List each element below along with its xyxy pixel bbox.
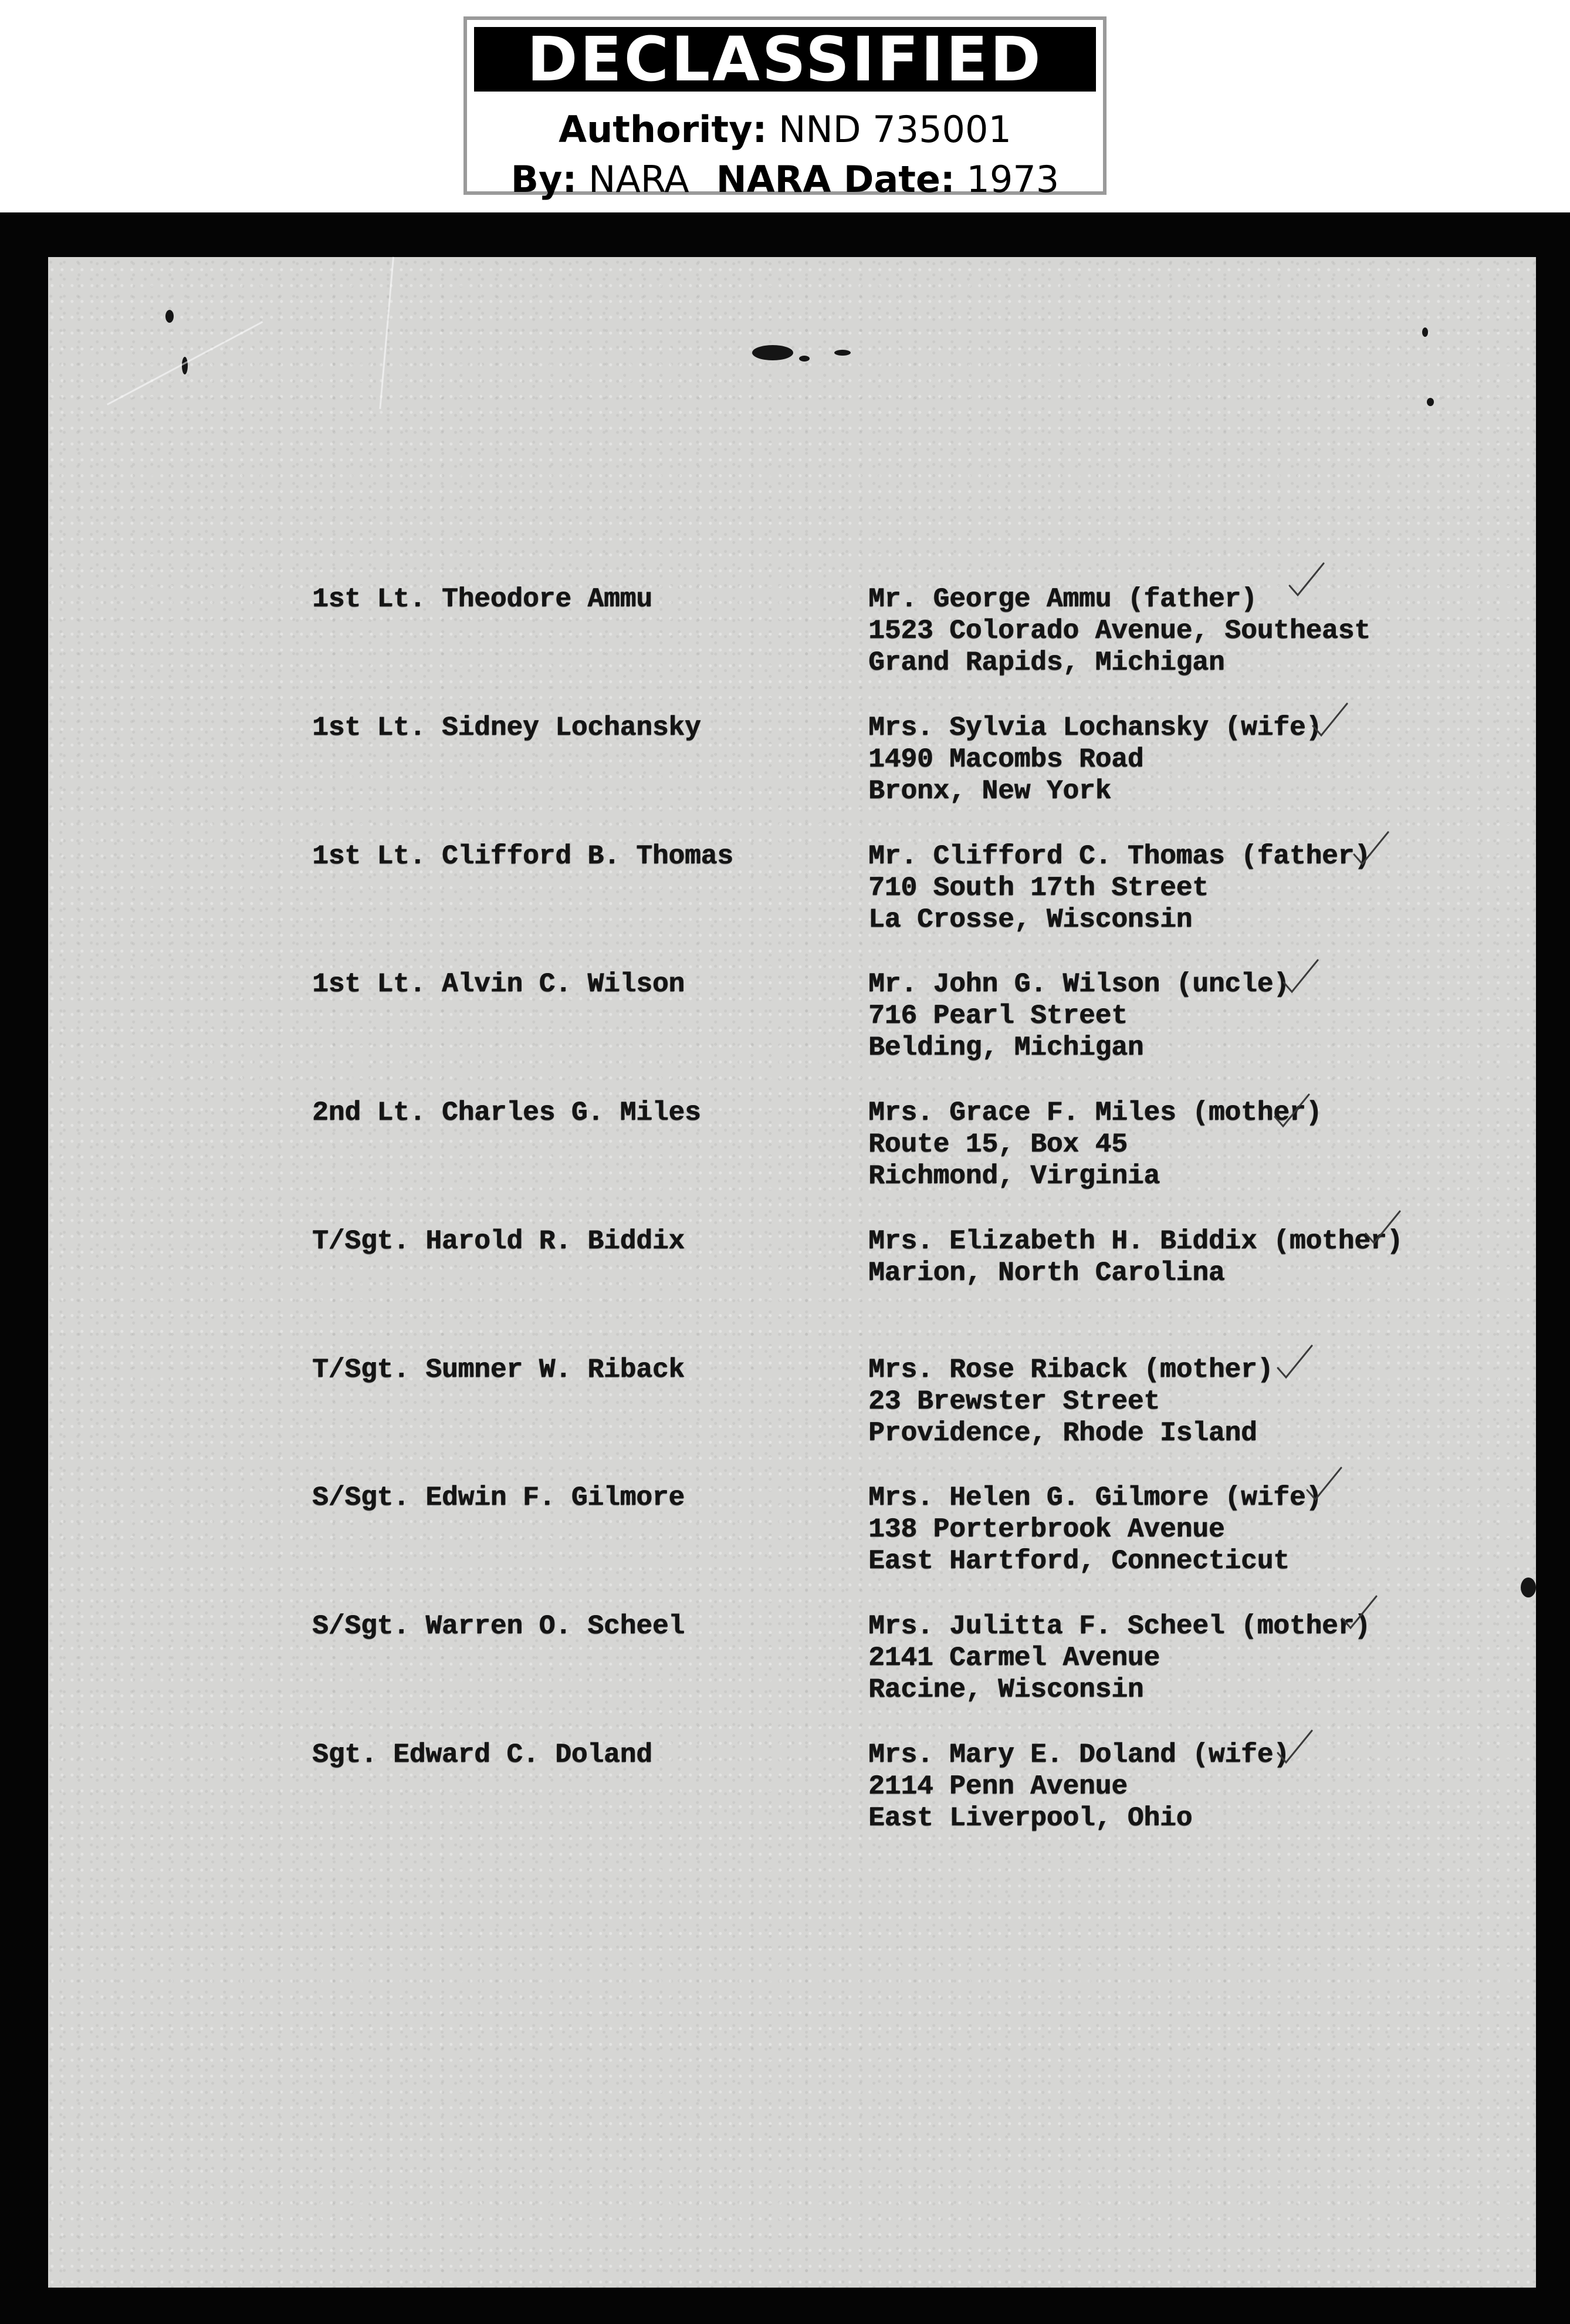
contact-line: Richmond, Virginia — [868, 1161, 1160, 1191]
contact-line: Grand Rapids, Michigan — [868, 647, 1225, 678]
contact-line: 138 Porterbrook Avenue — [868, 1514, 1225, 1545]
contact-line: 1490 Macombs Road — [868, 744, 1144, 775]
stamp-authority-value: NND 735001 — [779, 108, 1011, 151]
scan-scratch — [107, 321, 263, 405]
contact-line: 716 Pearl Street — [868, 1001, 1128, 1031]
stamp-date-value: 1973 — [966, 158, 1060, 201]
contact-line: Racine, Wisconsin — [868, 1674, 1144, 1705]
next-of-kin — [868, 583, 1484, 678]
contact-line: 23 Brewster Street — [868, 1386, 1160, 1417]
stamp-title: DECLASSIFIED — [474, 27, 1096, 92]
typed-page — [48, 257, 1536, 2288]
contact-line: Providence, Rhode Island — [868, 1418, 1257, 1448]
ink-speck — [752, 345, 793, 360]
ink-speck — [1521, 1578, 1536, 1597]
contact-line: Mr. Clifford C. Thomas (father) — [868, 841, 1371, 872]
contact-line: Mrs. Sylvia Lochansky (wife) — [868, 712, 1322, 743]
stamp-authority-label: Authority: — [559, 108, 767, 151]
scan-scratch — [379, 257, 394, 409]
ink-speck — [165, 310, 174, 323]
contact-line: Mrs. Rose Riback (mother) — [868, 1354, 1274, 1385]
contact-line: 710 South 17th Street — [868, 873, 1209, 903]
stamp-by-label: By: — [510, 158, 577, 201]
serviceman-name: 1st Lt. Sidney Lochansky — [312, 712, 701, 743]
next-of-kin — [868, 1739, 1484, 1834]
check-mark-icon — [1339, 1593, 1380, 1634]
declassified-stamp — [463, 16, 1107, 201]
serviceman-name: Sgt. Edward C. Doland — [312, 1739, 652, 1770]
next-of-kin — [868, 1610, 1484, 1705]
contact-line: Mrs. Julitta F. Scheel (mother) — [868, 1611, 1371, 1641]
ink-speck — [1422, 327, 1428, 337]
contact-line: Route 15, Box 45 — [868, 1129, 1128, 1160]
next-of-kin — [868, 1097, 1484, 1192]
contact-line: Bronx, New York — [868, 776, 1112, 806]
contact-line: Mrs. Grace F. Miles (mother) — [868, 1097, 1322, 1128]
contact-line: Mr. George Ammu (father) — [868, 584, 1257, 614]
serviceman-name: 1st Lt. Theodore Ammu — [312, 584, 652, 614]
serviceman-name: 2nd Lt. Charles G. Miles — [312, 1097, 701, 1128]
ink-speck — [1427, 398, 1434, 406]
stamp-by-value: NARA — [588, 158, 689, 201]
contact-line: Mrs. Elizabeth H. Biddix (mother) — [868, 1226, 1403, 1256]
serviceman-name: 1st Lt. Clifford B. Thomas — [312, 841, 733, 872]
ink-speck — [182, 357, 188, 374]
check-mark-icon — [1304, 1464, 1345, 1505]
contact-line: Belding, Michigan — [868, 1032, 1144, 1063]
scan-frame — [0, 212, 1570, 2324]
stamp-by-line — [467, 159, 1103, 200]
check-mark-icon — [1286, 560, 1327, 601]
next-of-kin — [868, 840, 1484, 935]
contact-line: 1523 Colorado Avenue, Southeast — [868, 616, 1371, 646]
contact-line: 2141 Carmel Avenue — [868, 1643, 1160, 1673]
stamp-authority-line — [467, 109, 1103, 150]
contact-line: La Crosse, Wisconsin — [868, 904, 1193, 935]
serviceman-name: 1st Lt. Alvin C. Wilson — [312, 969, 685, 999]
check-mark-icon — [1351, 829, 1392, 870]
contact-line: Mrs. Helen G. Gilmore (wife) — [868, 1482, 1322, 1513]
contact-line: East Liverpool, Ohio — [868, 1803, 1193, 1833]
contact-line: Marion, North Carolina — [868, 1258, 1225, 1288]
check-mark-icon — [1274, 1727, 1315, 1768]
serviceman-name: T/Sgt. Harold R. Biddix — [312, 1226, 685, 1256]
next-of-kin — [868, 968, 1484, 1063]
contact-line: 2114 Penn Avenue — [868, 1771, 1128, 1802]
next-of-kin — [868, 712, 1484, 807]
ink-speck — [834, 350, 851, 356]
serviceman-name: T/Sgt. Sumner W. Riback — [312, 1354, 685, 1385]
next-of-kin — [868, 1482, 1484, 1577]
contact-line: Mrs. Mary E. Doland (wife) — [868, 1739, 1290, 1770]
serviceman-name: S/Sgt. Edwin F. Gilmore — [312, 1482, 685, 1513]
serviceman-name: S/Sgt. Warren O. Scheel — [312, 1611, 685, 1641]
check-mark-icon — [1362, 1208, 1403, 1249]
stamp-date-label: NARA Date: — [716, 158, 955, 201]
check-mark-icon — [1310, 700, 1351, 741]
contact-line: East Hartford, Connecticut — [868, 1546, 1290, 1576]
next-of-kin — [868, 1354, 1484, 1449]
contact-line: Mr. John G. Wilson (uncle) — [868, 969, 1290, 999]
check-mark-icon — [1274, 1342, 1315, 1383]
check-mark-icon — [1271, 1091, 1312, 1132]
check-mark-icon — [1280, 957, 1321, 998]
ink-speck — [799, 356, 810, 362]
